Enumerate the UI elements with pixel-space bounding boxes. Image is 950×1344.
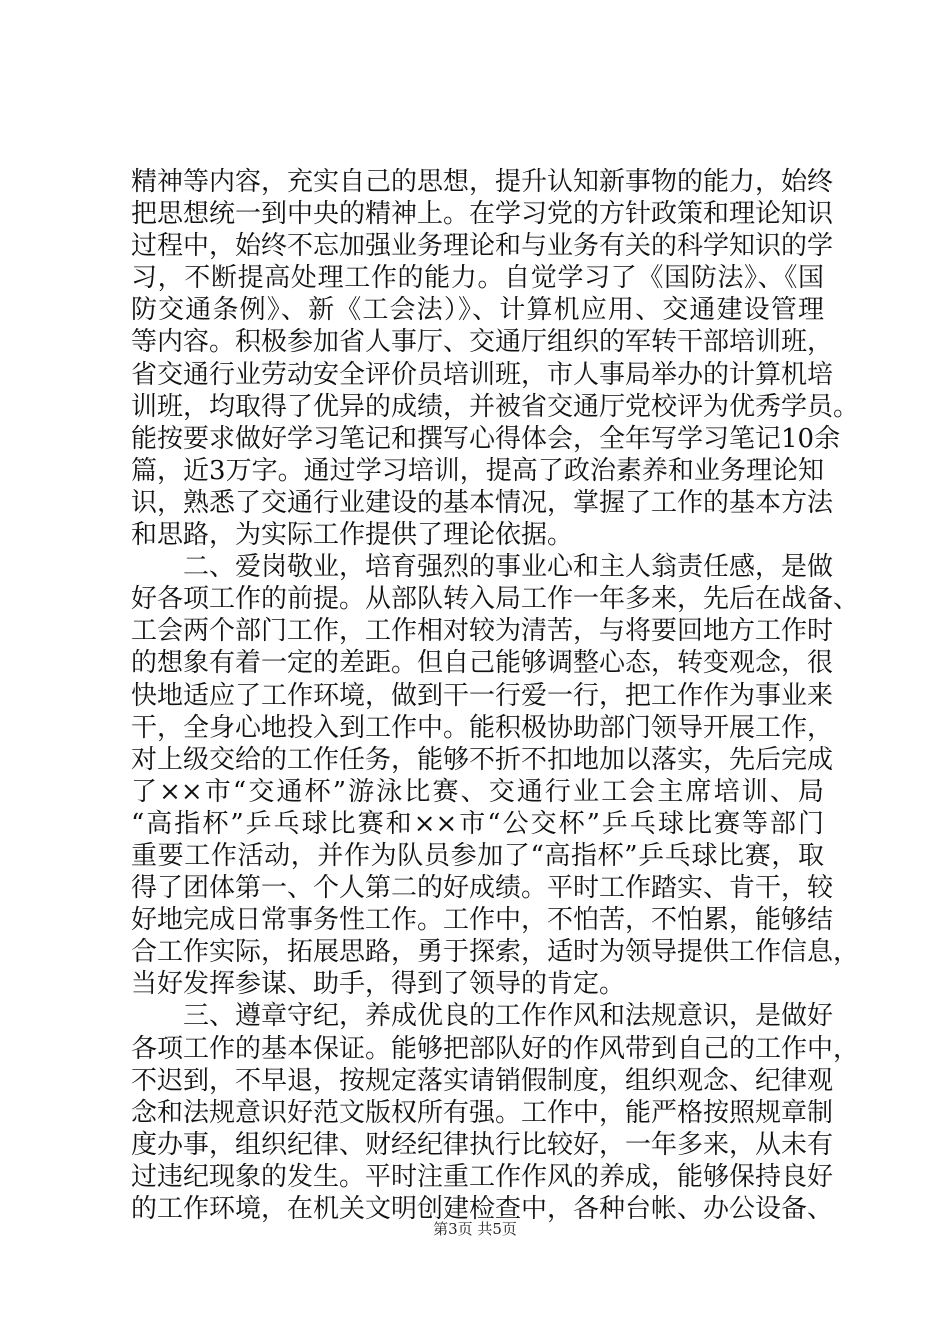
text-line: 快地适应了工作环境，做到干一行爱一行，把工作作为事业来	[131, 680, 834, 711]
page-number-footer: 第3页 共5页	[433, 1220, 517, 1238]
text-line: 精神等内容，充实自己的思想，提升认知新事物的能力，始终	[131, 167, 834, 197]
text-line: 的想象有着一定的差距。但自己能够调整心态，转变观念，很	[131, 648, 834, 679]
text-line: 合工作实际，拓展思路，勇于探索，适时为领导提供工作信息，	[131, 937, 860, 968]
text-line: 过违纪现象的发生。平时注重工作作风的养成，能够保持良好	[131, 1161, 834, 1192]
text-line: 对上级交给的工作任务，能够不折不扣地加以落实，先后完成	[131, 744, 834, 775]
text-line: 好地完成日常事务性工作。工作中，不怕苦，不怕累，能够结	[131, 905, 834, 936]
text-line: 识，熟悉了交通行业建设的基本情况，掌握了工作的基本方法	[131, 487, 834, 518]
paragraph-heading-line: 二、爱岗敬业，培育强烈的事业心和主人翁责任感，是做	[183, 552, 834, 583]
text-line: 工会两个部门工作，工作相对较为清苦，与将要回地方工作时	[131, 616, 834, 647]
text-line: 了××市“交通杯”游泳比赛、交通行业工会主席培训、局	[131, 776, 824, 807]
text-line: 不迟到，不早退，按规定落实请销假制度，组织观念、纪律观	[131, 1065, 834, 1096]
text-line: 当好发挥参谋、助手，得到了领导的肯定。	[131, 969, 626, 1000]
text-line: 各项工作的基本保证。能够把部队好的作风带到自己的工作中，	[131, 1033, 860, 1064]
text-line: 重要工作活动，并作为队员参加了“高指杯”乒乓球比赛，取	[131, 840, 824, 871]
paragraph-heading-line: 三、遵章守纪，养成优良的工作作风和法规意识，是做好	[183, 1001, 834, 1032]
text-line: 过程中，始终不忘加强业务理论和与业务有关的科学知识的学	[131, 231, 834, 262]
text-line: 省交通行业劳动安全评价员培训班，市人事局举办的计算机培	[131, 359, 834, 390]
text-line: 和思路，为实际工作提供了理论依据。	[131, 520, 574, 551]
text-line: 好各项工作的前提。从部队转入局工作一年多来，先后在战备、	[131, 584, 860, 615]
text-line: 篇，近3万字。通过学习培训，提高了政治素养和业务理论知	[131, 455, 824, 486]
text-line: “高指杯”乒乓球比赛和××市“公交杯”乒乓球比赛等部门	[131, 808, 824, 839]
text-line: 习，不断提高处理工作的能力。自觉学习了《国防法》、《国	[131, 263, 824, 294]
text-line: 训班，均取得了优异的成绩，并被省交通厅党校评为优秀学员。	[131, 391, 860, 422]
text-line: 得了团体第一、个人第二的好成绩。平时工作踏实、肯干，较	[131, 873, 834, 904]
text-line: 把思想统一到中央的精神上。在学习党的方针政策和理论知识	[131, 199, 834, 230]
text-line: 干，全身心地投入到工作中。能积极协助部门领导开展工作，	[131, 712, 834, 743]
text-line: 念和法规意识好范文版权所有强。工作中，能严格按照规章制	[131, 1097, 834, 1128]
document-body	[131, 166, 860, 1225]
text-line: 能按要求做好学习笔记和撰写心得体会，全年写学习笔记10余	[131, 423, 841, 454]
text-line: 度办事，组织纪律、财经纪律执行比较好，一年多来，从未有	[131, 1129, 834, 1160]
text-line: 等内容。积极参加省人事厅、交通厅组织的军转干部培训班，	[131, 327, 834, 358]
text-line: 的工作环境，在机关文明创建检查中，各种台帐、办公设备、	[131, 1194, 834, 1224]
text-line: 防交通条例》、新《工会法）》、计算机应用、交通建设管理	[131, 295, 824, 326]
